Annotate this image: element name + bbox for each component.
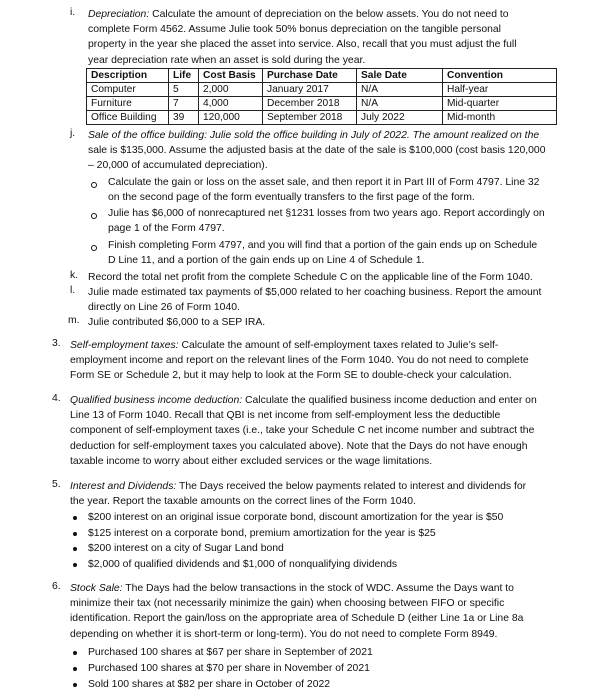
asset-table bbox=[86, 68, 557, 125]
table-cell: January 2017 bbox=[263, 83, 357, 97]
item-m-text bbox=[88, 315, 603, 330]
item-6-line-2: minimize their tax (not necessarily minimize the gain) when choosing between FIFO or specific bbox=[70, 598, 505, 610]
item-5-line-1-text: The Days received the below payments related to interest and dividends for bbox=[176, 481, 527, 492]
circle-bullet-icon bbox=[91, 213, 97, 219]
item-i-text bbox=[88, 7, 603, 68]
item-marker-6: 6. bbox=[52, 581, 61, 592]
bullet-dot-icon bbox=[73, 651, 77, 655]
table-cell: Mid-quarter bbox=[443, 97, 557, 111]
item-j-line-3: – 20,000 of accumulated depreciation). bbox=[88, 160, 268, 172]
item-i-line-4: year depreciation rate when an asset is sold during the year. bbox=[88, 54, 366, 66]
table-cell: Half-year bbox=[443, 83, 557, 97]
item-k-line-1: Record the total net profit from the complete Schedule C on the applicable line of the Form 1040. bbox=[88, 272, 533, 283]
col-cost-basis: Cost Basis bbox=[199, 69, 263, 83]
table-cell: N/A bbox=[357, 83, 443, 97]
item-j-line-2: sale is $135,000. Assume the adjusted basis at the date of the sale is $100,000 (cost basis 120,000 bbox=[88, 145, 546, 157]
item-4-text bbox=[70, 393, 605, 469]
item-i-line-2: complete Form 4562. Assume Julie took 50% bonus depreciation on the tangible personal bbox=[88, 24, 501, 36]
bullet-dot-icon bbox=[73, 667, 77, 671]
item-m-line-1: Julie contributed $6,000 to a SEP IRA. bbox=[88, 317, 266, 328]
item-marker-j: j. bbox=[70, 128, 76, 139]
item-j-text bbox=[88, 128, 603, 174]
item-marker-5: 5. bbox=[52, 479, 61, 490]
item-marker-k: k. bbox=[70, 270, 79, 281]
circle-bullet-icon bbox=[91, 182, 97, 188]
list-item: Purchased 100 shares at $70 per share in November of 2021 bbox=[88, 663, 370, 674]
item-i-line-1 bbox=[88, 7, 603, 22]
table-row bbox=[87, 83, 557, 97]
table-cell: Office Building bbox=[87, 111, 169, 125]
list-item: $200 interest on a city of Sugar Land bond bbox=[88, 543, 284, 554]
item-6-text bbox=[70, 581, 605, 642]
item-j-sub-2-line-1: Julie has $6,000 of nonrecaptured net §1231 losses from two years ago. Report accordingly on bbox=[108, 208, 545, 219]
table-row bbox=[87, 97, 557, 111]
item-6-line-3: identification. Report the gain/loss on the appropriate area of Schedule D (either Line 1a or Line 8a bbox=[70, 613, 524, 625]
col-description: Description bbox=[87, 69, 169, 83]
table-cell: Mid-month bbox=[443, 111, 557, 125]
bullet-dot-icon bbox=[73, 683, 77, 687]
item-j-sub-3-line-1: Finish completing Form 4797, and you will find that a portion of the gain ends up on Schedule bbox=[108, 240, 538, 251]
item-j-sub-2 bbox=[108, 206, 603, 236]
item-marker-3: 3. bbox=[52, 338, 61, 349]
list-item: $2,000 of qualified dividends and $1,000 of nonqualifying dividends bbox=[88, 559, 398, 570]
table-cell: 2,000 bbox=[199, 83, 263, 97]
item-marker-4: 4. bbox=[52, 393, 61, 404]
item-5-lead: Interest and Dividends: bbox=[70, 481, 177, 492]
item-j-sub-1-line-1: Calculate the gain or loss on the asset sale, and then report it in Part III of Form 4797. Line 32 bbox=[108, 177, 540, 188]
asset-table-header-row bbox=[87, 69, 557, 83]
table-cell: 7 bbox=[169, 97, 199, 111]
item-4-line-3: component of self-employment taxes (i.e., take your Schedule C net income number and subtract the bbox=[70, 425, 535, 437]
item-4-line-1-text: Calculate the qualified business income deduction and enter on bbox=[242, 395, 537, 406]
item-j-sub-1 bbox=[108, 175, 603, 205]
table-cell: July 2022 bbox=[357, 111, 443, 125]
item-5-line-2: the year. Report the taxable amounts on the correct lines of the Form 1040. bbox=[70, 496, 416, 508]
circle-bullet-icon bbox=[91, 245, 97, 251]
table-cell: Computer bbox=[87, 83, 169, 97]
item-i-line-3: property in the year she placed the asset into service. Also, recall that you must adjust the full bbox=[88, 39, 517, 51]
item-3-line-3: Form SE or Schedule 2, but it may help to look at the Form SE to double-check your calculation. bbox=[70, 370, 512, 382]
table-cell: 39 bbox=[169, 111, 199, 125]
item-marker-m: m. bbox=[68, 315, 80, 326]
bullet-dot-icon bbox=[73, 547, 77, 551]
table-cell: 4,000 bbox=[199, 97, 263, 111]
table-row bbox=[87, 111, 557, 125]
item-3-line-1-text: Calculate the amount of self-employment taxes related to Julie’s self- bbox=[178, 340, 499, 351]
item-j-sub-1-line-2: on the second page of the form eventually transfers to the first page of the form. bbox=[108, 192, 475, 204]
item-3-lead: Self-employment taxes: bbox=[70, 340, 179, 351]
table-cell: N/A bbox=[357, 97, 443, 111]
item-i-line-1-text: Calculate the amount of depreciation on the below assets. You do not need to bbox=[149, 9, 509, 20]
item-4-line-2: Line 13 of Form 1040. Recall that QBI is net income from self-employment less the deductible bbox=[70, 410, 501, 422]
item-j-sub-3-line-2: D Line 11, and a portion of the gain ends up on Line 4 of Schedule 1. bbox=[108, 255, 425, 267]
item-marker-i: i. bbox=[70, 7, 76, 18]
item-5-line-1 bbox=[70, 479, 605, 494]
item-l-line-2: directly on Line 26 of Form 1040. bbox=[88, 302, 240, 314]
item-l-line-1: Julie made estimated tax payments of $5,000 related to her coaching business. Report the amount bbox=[88, 287, 542, 298]
item-4-line-1 bbox=[70, 393, 605, 408]
table-cell: Furniture bbox=[87, 97, 169, 111]
item-l-text bbox=[88, 285, 603, 315]
table-cell: September 2018 bbox=[263, 111, 357, 125]
item-4-line-4: deduction for self-employment taxes you calculated above). Note that the Days do not have enough bbox=[70, 440, 528, 452]
item-5-text bbox=[70, 479, 605, 509]
item-i-lead: Depreciation: bbox=[88, 9, 150, 20]
item-3-text bbox=[70, 338, 605, 384]
bullet-dot-icon bbox=[73, 516, 77, 520]
item-j-line-1: Sale of the office building: Julie sold the office building in July of 2022. The amount realized on the bbox=[88, 130, 540, 141]
item-marker-l: l. bbox=[70, 285, 76, 296]
col-life: Life bbox=[169, 69, 199, 83]
col-convention: Convention bbox=[443, 69, 557, 83]
list-item: Sold 100 shares at $82 per share in October of 2022 bbox=[88, 679, 331, 690]
item-j-sub-2-line-2: page 1 of the Form 4797. bbox=[108, 223, 225, 235]
list-item: $125 interest on a corporate bond, premium amortization for the year is $25 bbox=[88, 528, 436, 539]
item-k-text bbox=[88, 270, 603, 285]
table-cell: 120,000 bbox=[199, 111, 263, 125]
list-item: Purchased 100 shares at $67 per share in September of 2021 bbox=[88, 647, 373, 658]
item-6-line-4: depending on whether it is short-term or long-term). You do not need to complete Form 8949. bbox=[70, 628, 498, 640]
item-6-line-1-text: The Days had the below transactions in the stock of WDC. Assume the Days want to bbox=[122, 583, 514, 594]
item-j-sub-3 bbox=[108, 238, 603, 268]
item-6-lead: Stock Sale: bbox=[70, 583, 123, 594]
item-3-line-1 bbox=[70, 338, 605, 353]
table-cell: 5 bbox=[169, 83, 199, 97]
col-purchase-date: Purchase Date bbox=[263, 69, 357, 83]
item-6-line-1 bbox=[70, 581, 605, 596]
item-4-lead: Qualified business income deduction: bbox=[70, 395, 243, 406]
col-sale-date: Sale Date bbox=[357, 69, 443, 83]
list-item: $200 interest on an original issue corporate bond, discount amortization for the year is $50 bbox=[88, 512, 504, 523]
bullet-dot-icon bbox=[73, 563, 77, 567]
table-cell: December 2018 bbox=[263, 97, 357, 111]
item-3-line-2: employment income and report on the relevant lines of the Form 1040. You do not need to complete bbox=[70, 355, 529, 367]
item-4-line-5: taxable income to worry about either excluded services or the wage limitations. bbox=[70, 455, 433, 467]
bullet-dot-icon bbox=[73, 532, 77, 536]
